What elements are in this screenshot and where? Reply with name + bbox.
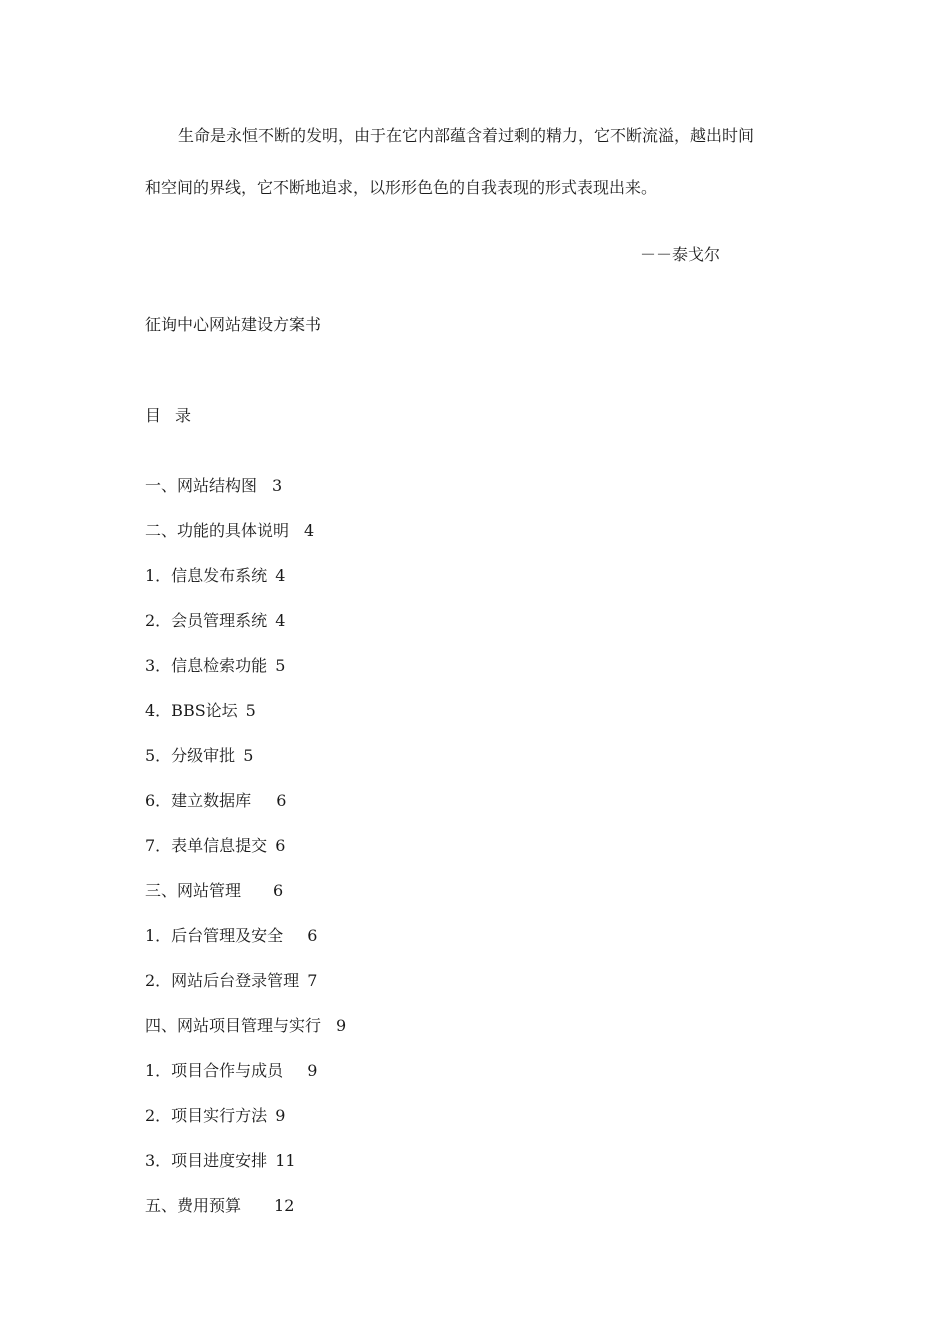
toc-entry-page: 4 xyxy=(304,521,315,540)
toc-entry xyxy=(145,1153,346,1198)
toc-entry xyxy=(145,973,346,1018)
toc-entry-title: 五、费用预算 xyxy=(145,1196,242,1215)
epigraph-line-2: 和空间的界线，它不断地追求，以形形色色的自我表现的形式表现出来。 xyxy=(145,178,658,197)
toc-entry xyxy=(145,838,346,883)
toc-entry xyxy=(145,1018,346,1063)
toc-entry xyxy=(145,1108,346,1153)
table-of-contents xyxy=(145,478,346,1243)
toc-entry-title: 四、网站项目管理与实行 xyxy=(145,1016,322,1035)
toc-entry-title: 2．项目实行方法 xyxy=(145,1106,268,1125)
toc-entry xyxy=(145,1063,346,1108)
toc-heading: 目录 xyxy=(145,406,206,425)
toc-entry-page: 9 xyxy=(307,1061,318,1080)
toc-entry-page: 6 xyxy=(276,791,287,810)
toc-entry-page: 3 xyxy=(272,476,283,495)
toc-entry-title: 1．项目合作与成员 xyxy=(145,1061,284,1080)
toc-entry-page: 4 xyxy=(275,611,286,630)
toc-entry-page: 4 xyxy=(275,566,286,585)
toc-entry-title: 4．BBS论坛 xyxy=(145,701,238,720)
toc-entry-title: 6．建立数据库 xyxy=(145,791,252,810)
toc-entry-page: 9 xyxy=(336,1016,347,1035)
toc-entry-page: 6 xyxy=(307,926,318,945)
toc-entry-page: 5 xyxy=(245,701,256,720)
toc-entry xyxy=(145,523,346,568)
toc-entry-title: 三、网站管理 xyxy=(145,881,242,900)
toc-entry xyxy=(145,568,346,613)
toc-entry xyxy=(145,793,346,838)
epigraph-line-1: 生命是永恒不断的发明，由于在它内部蕴含着过剩的精力，它不断流溢，越出时间 xyxy=(178,126,755,145)
toc-entry xyxy=(145,928,346,973)
toc-entry-page: 6 xyxy=(275,836,286,855)
toc-entry-page: 6 xyxy=(273,881,284,900)
toc-entry-title: 1．后台管理及安全 xyxy=(145,926,284,945)
document-title: 征询中心网站建设方案书 xyxy=(145,315,322,334)
epigraph-author: －－泰戈尔 xyxy=(640,245,721,264)
toc-entry xyxy=(145,703,346,748)
toc-entry-title: 5．分级审批 xyxy=(145,746,236,765)
toc-entry xyxy=(145,613,346,658)
toc-entry-title: 一、网站结构图 xyxy=(145,476,258,495)
toc-entry xyxy=(145,478,346,523)
toc-entry-title: 2．会员管理系统 xyxy=(145,611,268,630)
toc-entry-page: 5 xyxy=(275,656,286,675)
toc-entry-page: 7 xyxy=(307,971,318,990)
toc-entry-title: 1．信息发布系统 xyxy=(145,566,268,585)
toc-entry-title: 2．网站后台登录管理 xyxy=(145,971,300,990)
toc-entry xyxy=(145,1198,346,1243)
toc-entry xyxy=(145,658,346,703)
toc-entry-page: 5 xyxy=(243,746,254,765)
toc-entry-page: 9 xyxy=(275,1106,286,1125)
toc-entry-page: 12 xyxy=(274,1196,295,1215)
toc-entry-title: 3．信息检索功能 xyxy=(145,656,268,675)
toc-entry-title: 7．表单信息提交 xyxy=(145,836,268,855)
toc-entry-title: 3．项目进度安排 xyxy=(145,1151,268,1170)
toc-entry-title: 二、功能的具体说明 xyxy=(145,521,290,540)
toc-entry xyxy=(145,883,346,928)
toc-entry-page: 11 xyxy=(275,1151,296,1170)
toc-entry xyxy=(145,748,346,793)
